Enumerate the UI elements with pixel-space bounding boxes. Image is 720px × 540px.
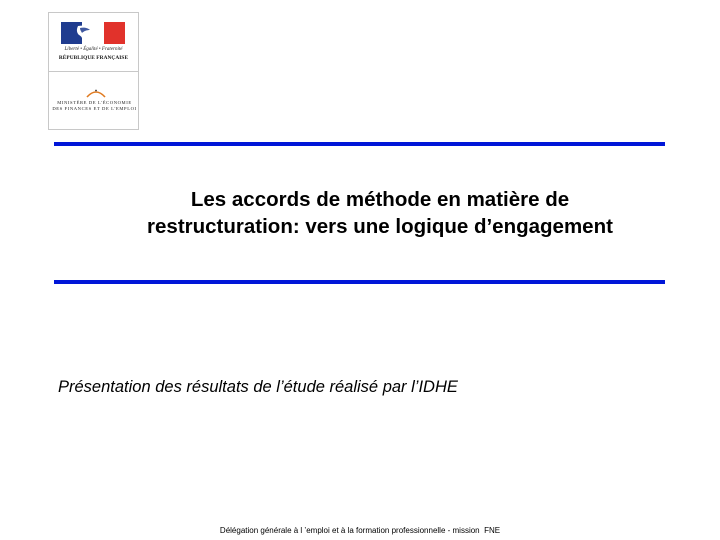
republique-motto: Liberté • Égalité • Fraternité	[64, 47, 123, 52]
republique-francaise-logo	[48, 12, 139, 72]
bottom-divider	[54, 280, 665, 284]
marianne-profile-icon	[74, 25, 104, 42]
slide-title-line2: restructuration: vers une logique d’engagement	[147, 215, 613, 238]
top-divider	[54, 142, 665, 146]
slide-title-line1: Les accords de méthode en matière de	[190, 188, 570, 211]
republique-name: RÉPUBLIQUE FRANÇAISE	[58, 55, 129, 61]
ministere-arc-icon	[86, 88, 106, 98]
slide-footer: Délégation générale à l ’emploi et à la formation professionnelle - mission FNE	[219, 526, 501, 535]
ministere-name-line2: DES FINANCES ET DE L'EMPLOI	[52, 106, 137, 111]
slide-subtitle: Présentation des résultats de l’étude réalisé par l’IDHE	[58, 378, 458, 396]
slide-title	[90, 186, 670, 240]
ministere-name-line1: MINISTÈRE DE L'ÉCONOMIE	[57, 100, 132, 105]
marianne-flag-icon	[61, 22, 125, 44]
ministere-logo	[48, 72, 139, 130]
